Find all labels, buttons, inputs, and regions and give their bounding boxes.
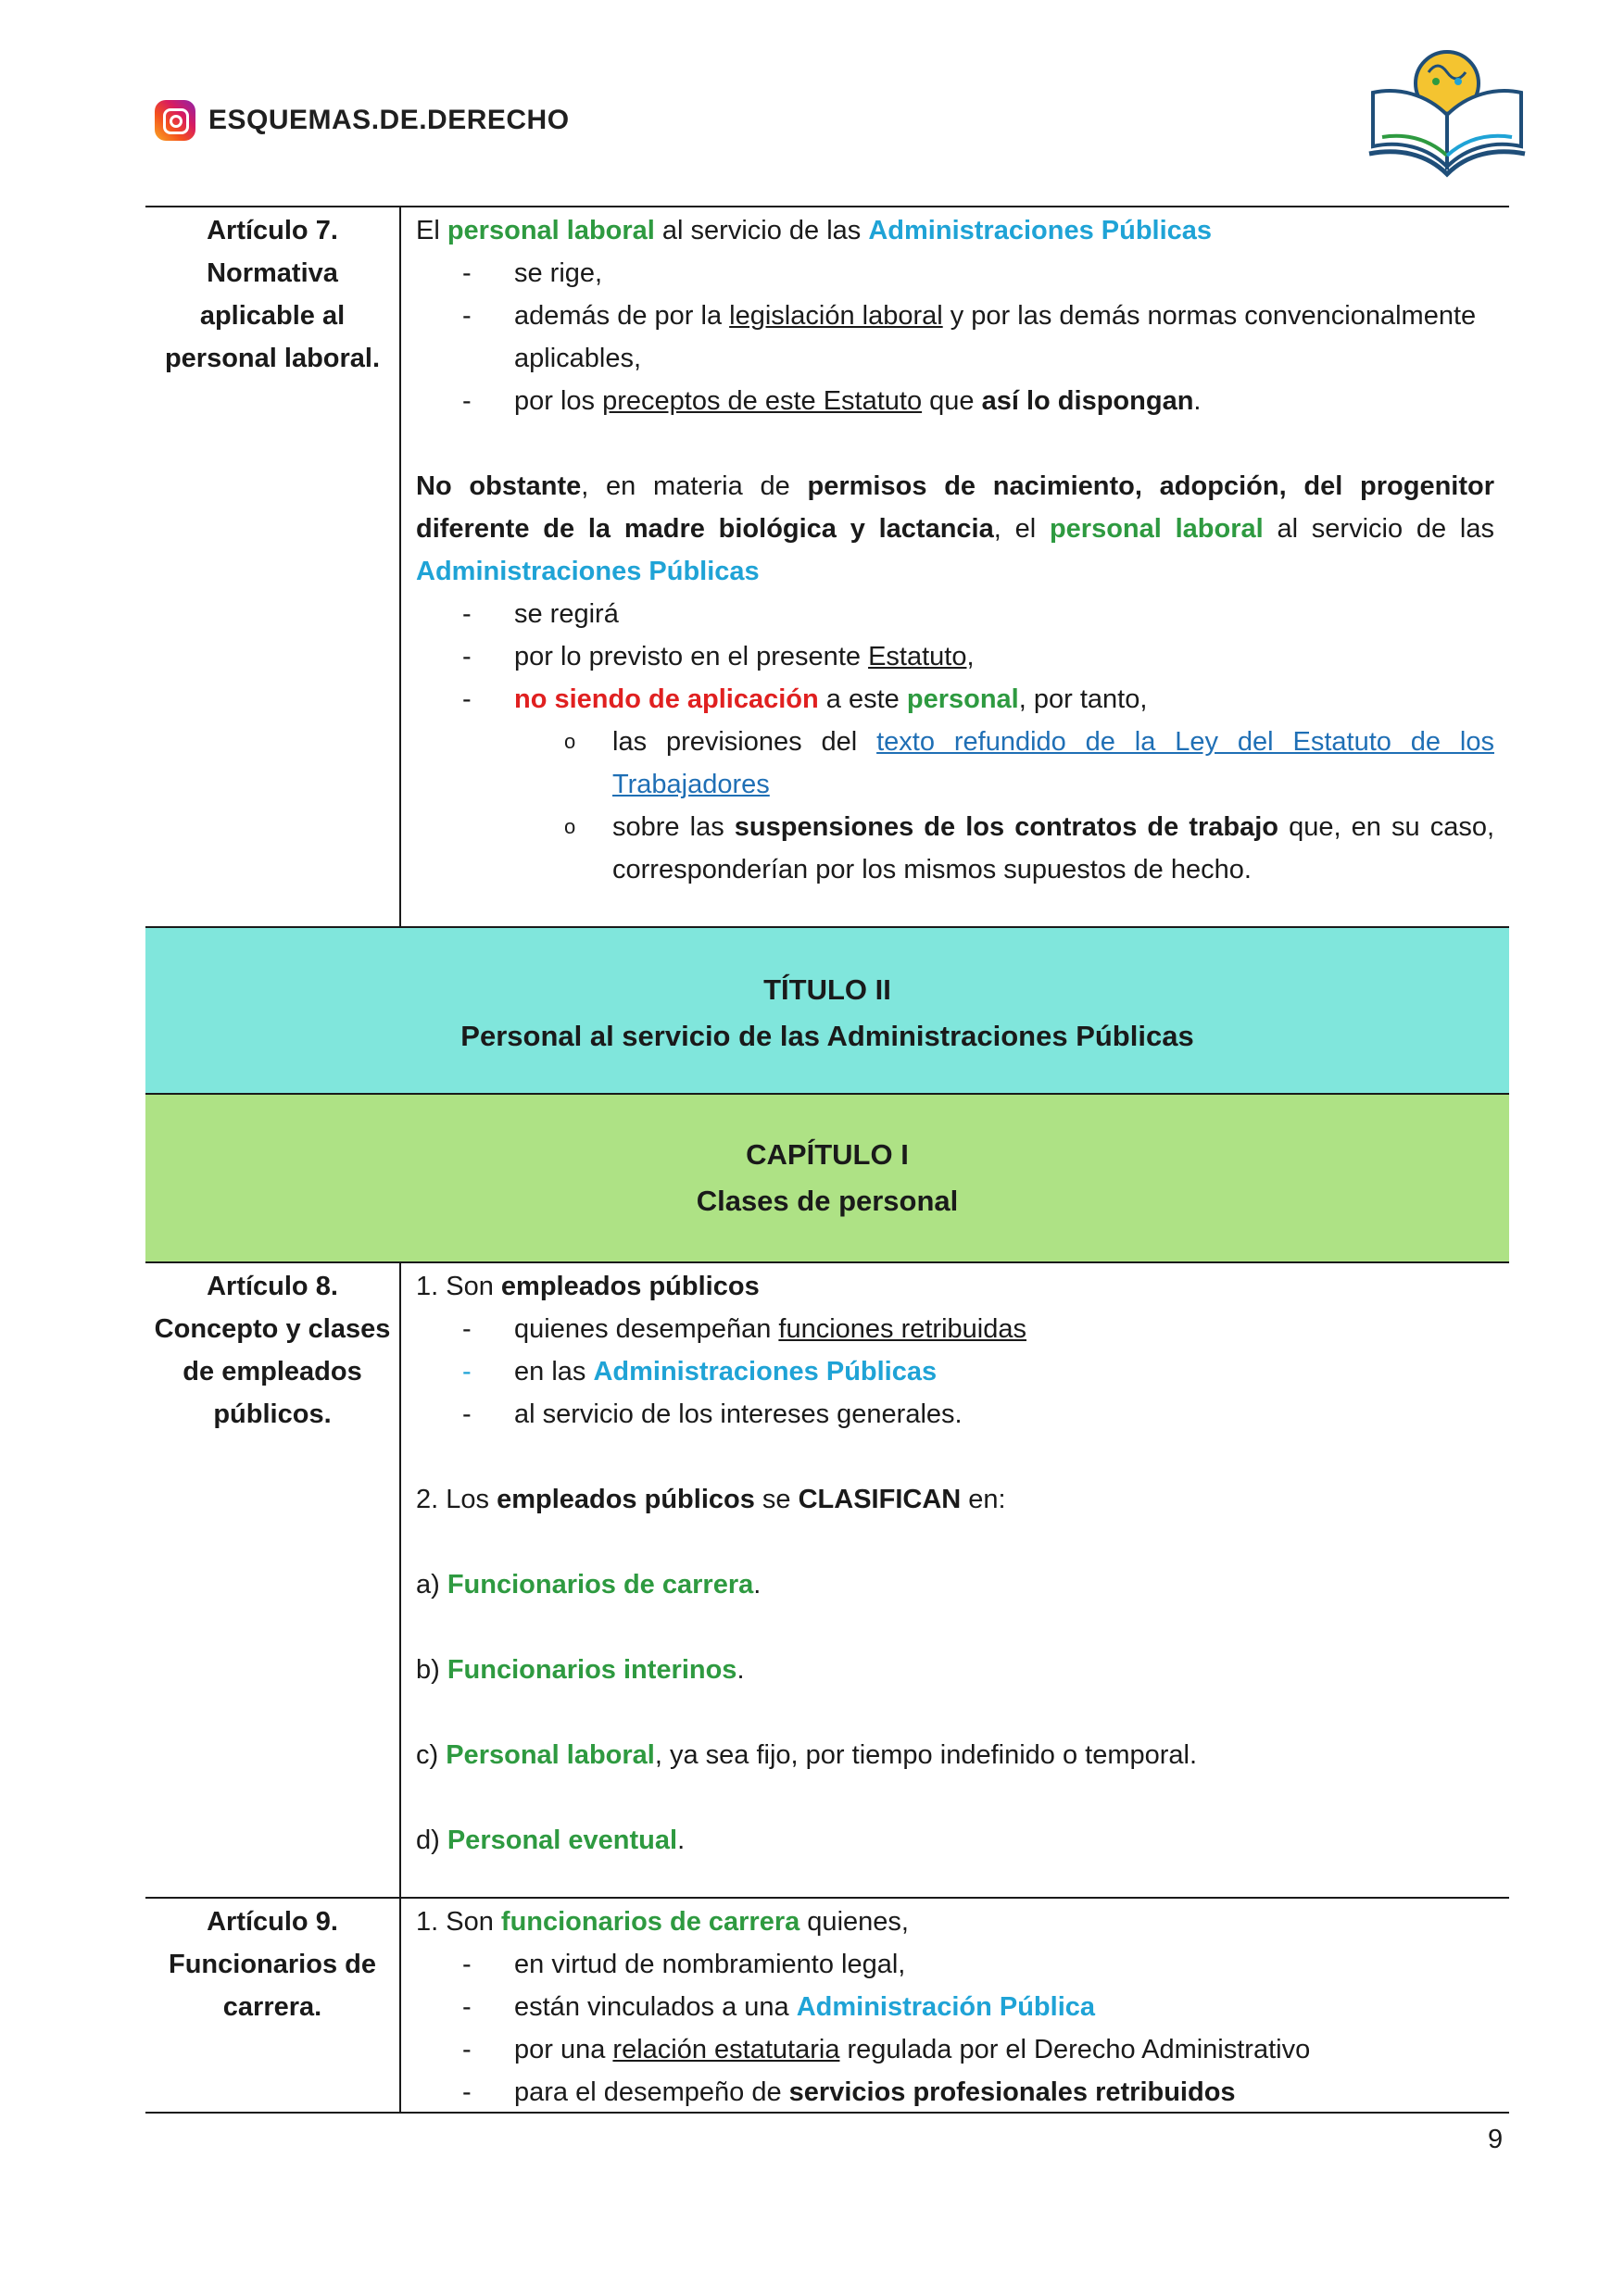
titulo-banner (145, 926, 1509, 1093)
article-7-title: Artículo 7. Normativa aplicable al personal laboral. (145, 207, 401, 926)
list-item: - por una relación estatutaria regulada por el Derecho Administrativo (416, 2028, 1494, 2071)
book-lightbulb-logo-icon (1362, 37, 1529, 185)
list-item: - están vinculados a una Administración Pública (416, 1986, 1494, 2028)
article-9-title: Artículo 9. Funcionarios de carrera. (145, 1899, 401, 2112)
capitulo-number: CAPÍTULO I (746, 1138, 909, 1171)
article-7-row (145, 206, 1509, 926)
brand-name: ESQUEMAS.DE.DERECHO (208, 105, 570, 135)
list-item: - quienes desempeñan funciones retribuidas (416, 1308, 1494, 1350)
sub-list-item: o sobre las suspensiones de los contratos de trabajo que, en su caso, corresponderían por los mismos supuestos de hecho. (416, 806, 1494, 891)
article-8-title: Artículo 8. Concepto y clases de empleados públicos. (145, 1263, 401, 1897)
document-table (145, 206, 1509, 2114)
list-item: - no siendo de aplicación a este personal, por tanto, (416, 678, 1494, 721)
list-item: - se rige, (416, 252, 1494, 295)
article-9-row (145, 1897, 1509, 2114)
article-9-content: 1. Son funcionarios de carrera quienes, - en virtud de nombramiento legal, - están vinculados a una Administración Pública - por una relación estatutaria regulada por el Derecho Administrativo - para el desempeño de servicios profesionales retribuidos (401, 1899, 1509, 2112)
instagram-icon (155, 100, 195, 141)
list-item: - al servicio de los intereses generales. (416, 1393, 1494, 1436)
article-8-content: 1. Son empleados públicos - quienes desempeñan funciones retribuidas - en las Administraciones Públicas - al servicio de los intereses generales. 2. Los empleados públicos se CLASIFICAN en: a) Funcionarios de carrera. b) Funcionarios interinos. c) Personal laboral, ya sea fijo, por tiempo indefinido o temporal. d) Personal eventual. (401, 1263, 1509, 1897)
estatuto-trabajadores-link[interactable]: texto refundido de la Ley del Estatuto de los Trabajadores (612, 727, 1494, 799)
list-item: - por lo previsto en el presente Estatuto, (416, 635, 1494, 678)
list-item: - para el desempeño de servicios profesionales retribuidos (416, 2071, 1494, 2114)
list-item: - se regirá (416, 593, 1494, 635)
capitulo-banner (145, 1093, 1509, 1261)
article-8-row (145, 1261, 1509, 1897)
list-item: - por los preceptos de este Estatuto que así lo dispongan. (416, 380, 1494, 422)
titulo-number: TÍTULO II (763, 973, 891, 1006)
list-item: - además de por la legislación laboral y por las demás normas convencionalmente aplicables, (416, 295, 1494, 380)
list-item: - en las Administraciones Públicas (416, 1350, 1494, 1393)
page-number: 9 (1488, 2125, 1504, 2154)
sub-list-item: o las previsiones del texto refundido de la Ley del Estatuto de los Trabajadores (416, 721, 1494, 806)
list-item: - en virtud de nombramiento legal, (416, 1943, 1494, 1986)
article-7-content: El personal laboral al servicio de las Administraciones Públicas - se rige, - además de por la legislación laboral y por las demás normas convencionalmente aplicables, - por los preceptos de este Estatuto que así lo dispongan. No obstante, en materia de permisos de nacimiento, adopción, del progenitor diferente de la madre biológica y lactancia, el personal laboral al servicio de las Administraciones Públicas - se regirá - por lo previsto en el presente Estatuto, - no siendo de aplicación a este personal, por tanto, o las previsiones del texto refundido de la Ley del Estatuto de los Trabajadores o sobre las suspensiones de los contratos de trabajo que, en su caso, corresponderían por los mismos supuestos de hecho. (401, 207, 1509, 926)
titulo-heading: Personal al servicio de las Administraciones Públicas (460, 1020, 1194, 1052)
header (155, 93, 570, 148)
capitulo-heading: Clases de personal (696, 1185, 959, 1217)
